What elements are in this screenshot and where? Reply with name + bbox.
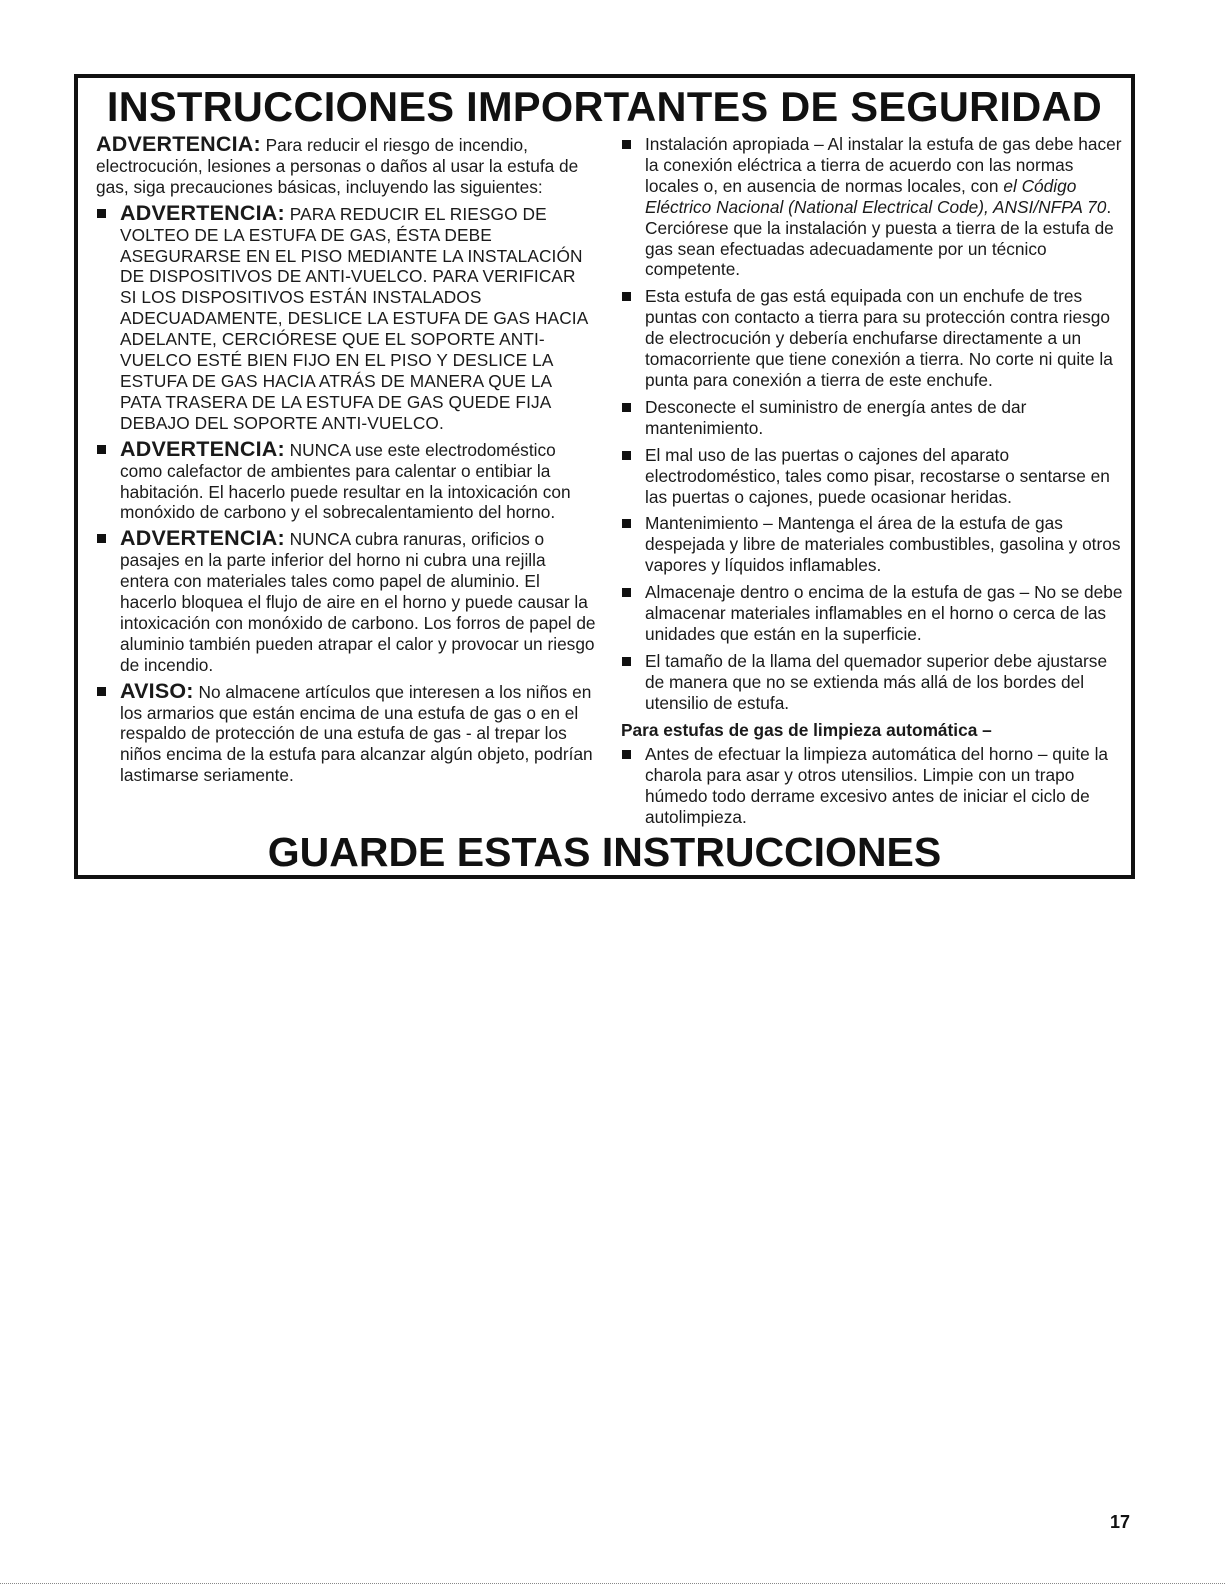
safety-instructions-box — [74, 74, 1135, 879]
notice-text: No almacene artículos que interesen a los niños en los armarios que están encima de una estufa de gas o en el respaldo de protección de una estufa de gas - al trepar los niños encima de la estufa para alcanzar algún objeto, podrían lastimarse seriamente. — [120, 681, 593, 786]
list-item — [621, 134, 1123, 280]
page-title: INSTRUCCIONES IMPORTANTES DE SEGURIDAD — [106, 83, 1103, 130]
instruction-text: Antes de efectuar la limpieza automática del horno – quite la charola para asar y otros utensilios. Limpie con un trapo húmedo todo derrame excesivo antes de iniciar el ciclo de autolimpieza. — [645, 744, 1109, 828]
square-bullet-icon — [622, 140, 631, 149]
code-reference: el Código Eléctrico Nacional (National Electrical Code), ANSI/NFPA 70 — [645, 175, 1107, 217]
square-bullet-icon — [622, 657, 631, 666]
intro-warning-label: ADVERTENCIA: — [96, 132, 261, 156]
list-item — [96, 678, 596, 787]
square-bullet-icon — [622, 403, 631, 412]
self-cleaning-heading: Para estufas de gas de limpieza automática – — [621, 719, 992, 740]
intro-text: Para reducir el riesgo de incendio, electrocución, lesiones a personas o daños al usar la estufa de gas, siga precauciones básicas, incluyendo las siguientes: — [96, 135, 579, 197]
square-bullet-icon — [622, 451, 631, 460]
instruction-text: Almacenaje dentro o encima de la estufa de gas – No se debe almacenar materiales inflamables en el horno o cerca de las unidades que están en la superficie. — [645, 582, 1123, 644]
page-number: 17 — [1110, 1512, 1131, 1532]
intro-paragraph — [96, 134, 596, 198]
square-bullet-icon — [622, 750, 631, 759]
left-column — [96, 134, 596, 791]
save-instructions-heading: GUARDE ESTAS INSTRUCCIONES — [267, 829, 942, 875]
right-instruction-list — [621, 134, 1123, 714]
page-bottom-divider — [0, 1583, 1225, 1584]
instruction-text: El tamaño de la llama del quemador superior debe ajustarse de manera que no se extienda más allá de los bordes del utensilio de estufa. — [645, 650, 1108, 713]
instruction-text: Mantenimiento – Mantenga el área de la estufa de gas despejada y libre de materiales combustibles, gasolina y otros vapores y líquidos inflamables. — [645, 513, 1121, 576]
list-item — [621, 397, 1123, 439]
warning-label: ADVERTENCIA: — [120, 526, 285, 551]
warning-text: PARA REDUCIR EL RIESGO DE VOLTEO DE LA ESTUFA DE GAS, ÉSTA DEBE ASEGURARSE EN EL PISO MEDIANTE LA INSTALACIÓN DE DISPOSITIVOS DE ANTI-VUELCO. PARA VERIFICAR SI LOS DISPOSITIVOS ESTÁN INSTALADOS ADECUADAMENTE, DESLICE LA ESTUFA DE GAS HACIA ADELANTE, CERCIÓRESE QUE EL SOPORTE ANTI-VUELCO ESTÉ BIEN FIJO EN EL PISO Y DESLICE LA ESTUFA DE GAS HACIA ATRÁS DE MANERA QUE LA PATA TRASERA DE LA ESTUFA DE GAS QUEDE FIJA DEBAJO DEL SOPORTE ANTI-VUELCO. — [120, 203, 588, 433]
list-item — [621, 582, 1123, 645]
right-column — [621, 134, 1123, 834]
instruction-text: El mal uso de las puertas o cajones del aparato electrodoméstico, tales como pisar, recostarse o sentarse en las puertas o cajones, puede ocasionar heridas. — [645, 444, 1110, 507]
notice-label: AVISO: — [120, 678, 194, 703]
square-bullet-icon — [97, 534, 106, 543]
list-item — [621, 445, 1123, 508]
instruction-text: Instalación apropiada – Al instalar la estufa de gas debe hacer la conexión eléctrica a tierra de acuerdo con las normas locales o, en ausencia de normas locales, con — [645, 134, 1122, 196]
square-bullet-icon — [622, 292, 631, 301]
square-bullet-icon — [97, 209, 106, 218]
left-warning-list — [96, 200, 596, 786]
instruction-text: . Cerciórese que la instalación y puesta a tierra de la estufa de gas sean efectuadas adecuadamente por un técnico competente. — [645, 196, 1114, 280]
list-item — [621, 744, 1123, 828]
square-bullet-icon — [622, 588, 631, 597]
warning-text: NUNCA cubra ranuras, orificios o pasajes en la parte inferior del horno ni cubra una rejilla entera con materiales tales como papel de aluminio. El hacerlo bloquea el flujo de aire en el horno y puede causar la intoxicación con monóxido de carbono. Los forros de papel de aluminio también pueden atrapar el calor y provocar un riesgo de incendio. — [120, 529, 596, 675]
list-item — [621, 286, 1123, 391]
instruction-text: Desconecte el suministro de energía antes de dar mantenimiento. — [645, 396, 1027, 438]
square-bullet-icon — [97, 445, 106, 454]
list-item — [96, 528, 596, 675]
warning-text: NUNCA use este electrodoméstico como calefactor de ambientes para calentar o entibiar la habitación. El hacerlo puede resultar en la intoxicación con monóxido de carbono y el sobrecalentamiento del horno. — [120, 439, 571, 523]
list-item — [96, 200, 596, 434]
list-item — [96, 436, 596, 524]
warning-label: ADVERTENCIA: — [120, 436, 285, 461]
list-item — [621, 651, 1123, 714]
warning-label: ADVERTENCIA: — [120, 200, 285, 225]
self-cleaning-list — [621, 744, 1123, 828]
list-item — [621, 513, 1123, 576]
square-bullet-icon — [622, 519, 631, 528]
square-bullet-icon — [97, 687, 106, 696]
instruction-text: Esta estufa de gas está equipada con un enchufe de tres puntas con contacto a tierra para su protección contra riesgo de electrocución y debería enchufarse directamente a un tomacorriente que tiene conexión a tierra. No corte ni quite la punta para conexión a tierra de este enchufe. — [645, 286, 1113, 390]
